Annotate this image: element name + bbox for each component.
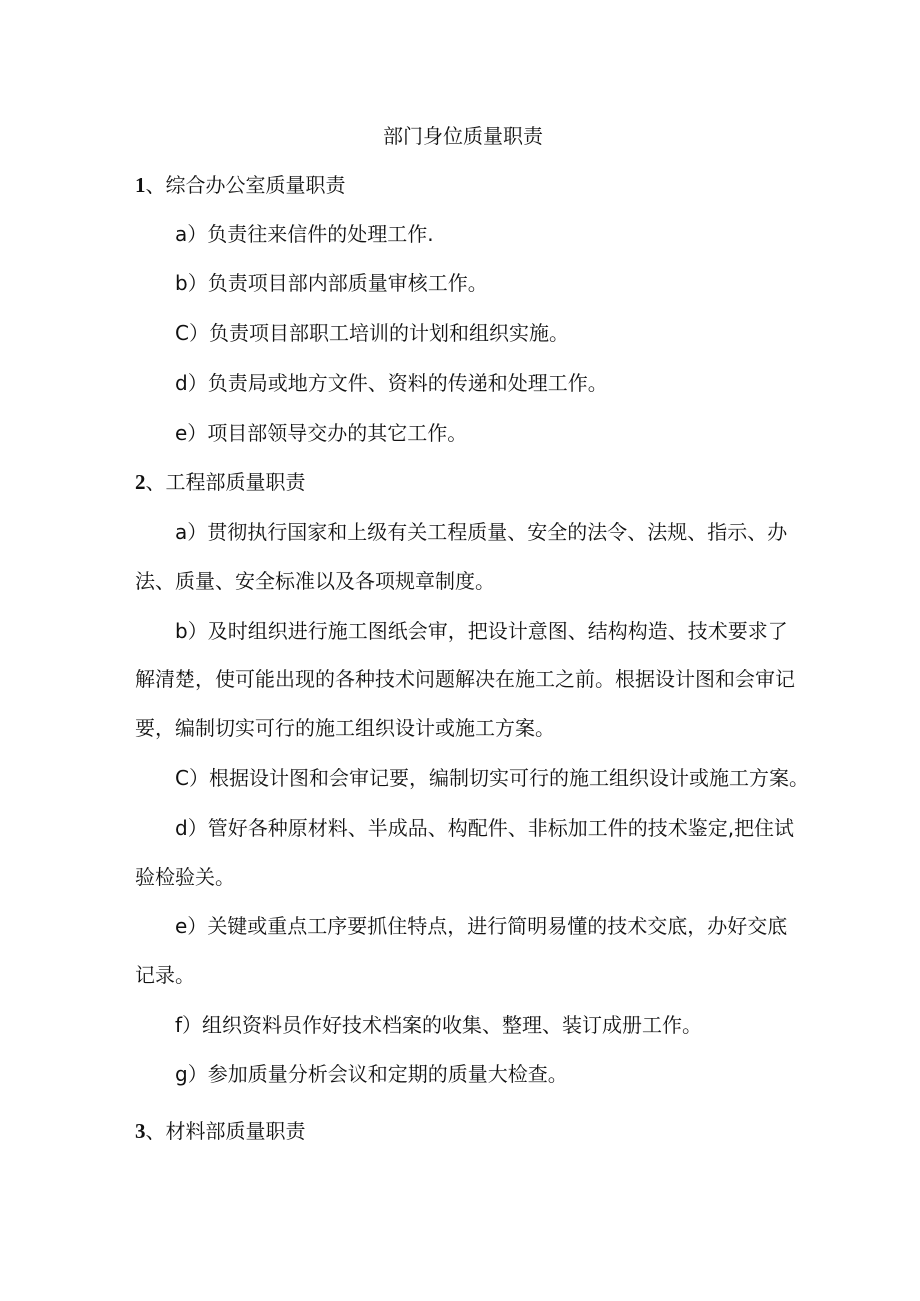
list-item (175, 370, 608, 396)
item-text: 负责局或地方文件、资料的传递和处理工作。 (207, 371, 608, 395)
item-marker: a） (175, 520, 208, 544)
item-text: 负责往来信件的处理工作. (207, 222, 434, 246)
item-continuation: 解清楚，使可能出现的各种技术问题解决在施工之前。根据设计图和会审记 (135, 667, 795, 691)
item-marker: d） (175, 371, 208, 395)
item-text: 关键或重点工序要抓住特点，进行简明易懂的技术交底，办好交底 (207, 914, 788, 938)
item-marker: f） (175, 1013, 203, 1037)
list-item (175, 1061, 568, 1087)
item-marker: e） (175, 914, 208, 938)
section-title: 、综合办公室质量职责 (145, 173, 346, 197)
section-heading-2 (135, 469, 306, 495)
section-title: 、工程部质量职责 (145, 470, 306, 494)
item-marker: a） (175, 222, 208, 246)
list-item (175, 270, 488, 296)
item-text: 组织资料员作好技术档案的收集、整理、装订成册工作。 (202, 1013, 703, 1037)
list-item (175, 519, 787, 545)
list-item (175, 765, 809, 791)
section-heading-3 (135, 1118, 306, 1144)
list-item (175, 815, 794, 841)
item-text: 项目部领导交办的其它工作。 (207, 421, 468, 445)
item-marker: b） (175, 619, 208, 643)
item-continuation: 记录。 (135, 963, 195, 987)
section-number: 2 (135, 470, 146, 494)
list-item (175, 913, 787, 939)
item-marker: g） (175, 1062, 208, 1086)
page-title: 部门身位质量职责 (383, 124, 543, 148)
item-marker: C） (175, 321, 209, 345)
section-title: 、材料部质量职责 (145, 1119, 306, 1143)
section-number: 3 (135, 1119, 146, 1143)
item-marker: b） (175, 271, 208, 295)
section-heading-1 (135, 172, 346, 198)
item-marker: e） (175, 421, 208, 445)
item-continuation: 要，编制切实可行的施工组织设计或施工方案。 (135, 716, 555, 740)
list-item (175, 618, 788, 644)
item-continuation: 法、质量、安全标准以及各项规章制度。 (135, 569, 495, 593)
item-text: 贯彻执行国家和上级有关工程质量、安全的法令、法规、指示、办 (207, 520, 788, 544)
list-item (175, 420, 467, 446)
item-marker: d） (175, 816, 208, 840)
item-text: 管好各种原材料、半成品、构配件、非标加工件的技术鉴定,把住试 (207, 816, 795, 840)
item-text: 及时组织进行施工图纸会审，把设计意图、结构构造、技术要求了 (207, 619, 788, 643)
item-continuation: 验检验关。 (135, 865, 235, 889)
item-text: 负责项目部内部质量审核工作。 (207, 271, 488, 295)
list-item (175, 320, 569, 346)
list-item (175, 221, 434, 247)
item-text: 参加质量分析会议和定期的质量大检查。 (207, 1062, 568, 1086)
item-marker: C） (175, 766, 209, 790)
item-text: 负责项目部职工培训的计划和组织实施。 (208, 321, 569, 345)
section-number: 1 (135, 173, 146, 197)
item-text: 根据设计图和会审记要，编制切实可行的施工组织设计或施工方案。 (208, 766, 809, 790)
list-item (175, 1012, 702, 1038)
